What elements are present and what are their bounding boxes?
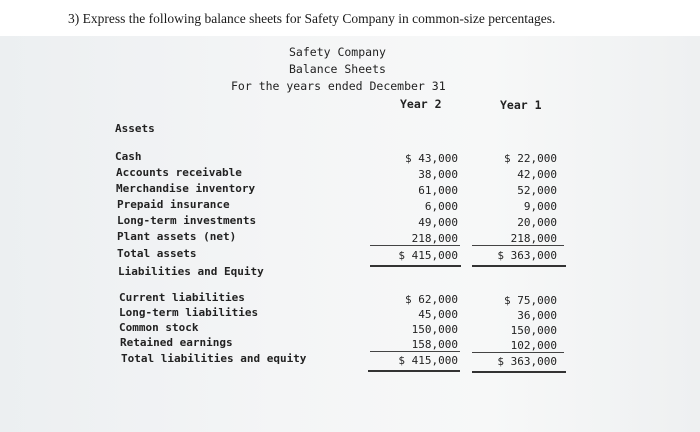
asset-label: Cash [115,150,142,163]
column-header-year2: Year 2 [400,97,442,111]
equity-label: Retained earnings [120,336,233,349]
asset-label: Long-term investments [117,214,257,227]
liability-year1-value: 36,000 [517,309,557,322]
asset-year1-value: $ 22,000 [504,152,557,165]
total-assets-year1: $ 363,000 [497,249,557,262]
subtotal-rule [370,245,460,246]
subtotal-rule [472,352,564,353]
asset-year2-value: 218,000 [411,232,458,245]
total-assets-label: Total assets [117,247,197,260]
liability-year1-value: $ 75,000 [504,294,557,307]
liability-year2-value: 45,000 [418,308,458,321]
equity-year2-value: 150,000 [411,323,458,336]
asset-year2-value: $ 43,000 [405,152,458,165]
total-double-rule [472,371,566,373]
asset-year1-value: 42,000 [517,168,557,181]
asset-year2-value: 61,000 [418,184,458,197]
asset-year2-value: 38,000 [418,168,458,181]
asset-year2-value: 6,000 [424,200,458,213]
balance-sheet-photo [0,36,700,432]
subtotal-rule [370,351,460,352]
question-text: 3) Express the following balance sheets for Safety Company in common-size percentages. [68,11,556,26]
subtotal-rule [472,245,564,246]
equity-year2-value: 158,000 [411,338,458,351]
asset-label: Plant assets (net) [117,230,237,243]
asset-label: Merchandise inventory [116,182,256,195]
total-double-rule [370,265,461,267]
total-liabilities-equity-label: Total liabilities and equity [121,352,307,365]
total-double-rule [368,370,460,372]
company-name: Safety Company [289,45,386,59]
liabilities-heading: Liabilities and Equity [118,265,264,278]
equity-label: Common stock [119,321,199,334]
asset-year1-value: 9,000 [523,200,557,213]
statement-period: For the years ended December 31 [231,79,446,93]
asset-year1-value: 52,000 [517,184,557,197]
asset-year2-value: 49,000 [418,216,458,229]
liability-label: Long-term liabilities [119,306,259,319]
total-liabilities-equity-year2: $ 415,000 [398,354,458,367]
equity-year1-value: 102,000 [510,339,557,352]
asset-year1-value: 218,000 [510,232,557,245]
liability-year2-value: $ 62,000 [405,293,458,306]
asset-year1-value: 20,000 [517,216,557,229]
liability-label: Current liabilities [119,291,245,304]
column-header-year1: Year 1 [500,98,542,112]
assets-heading: Assets [115,122,155,135]
equity-year1-value: 150,000 [510,324,557,337]
total-double-rule [472,265,566,267]
asset-label: Accounts receivable [116,166,242,179]
total-liabilities-equity-year1: $ 363,000 [497,355,557,368]
statement-title: Balance Sheets [289,62,386,76]
asset-label: Prepaid insurance [117,198,230,211]
total-assets-year2: $ 415,000 [398,249,458,262]
